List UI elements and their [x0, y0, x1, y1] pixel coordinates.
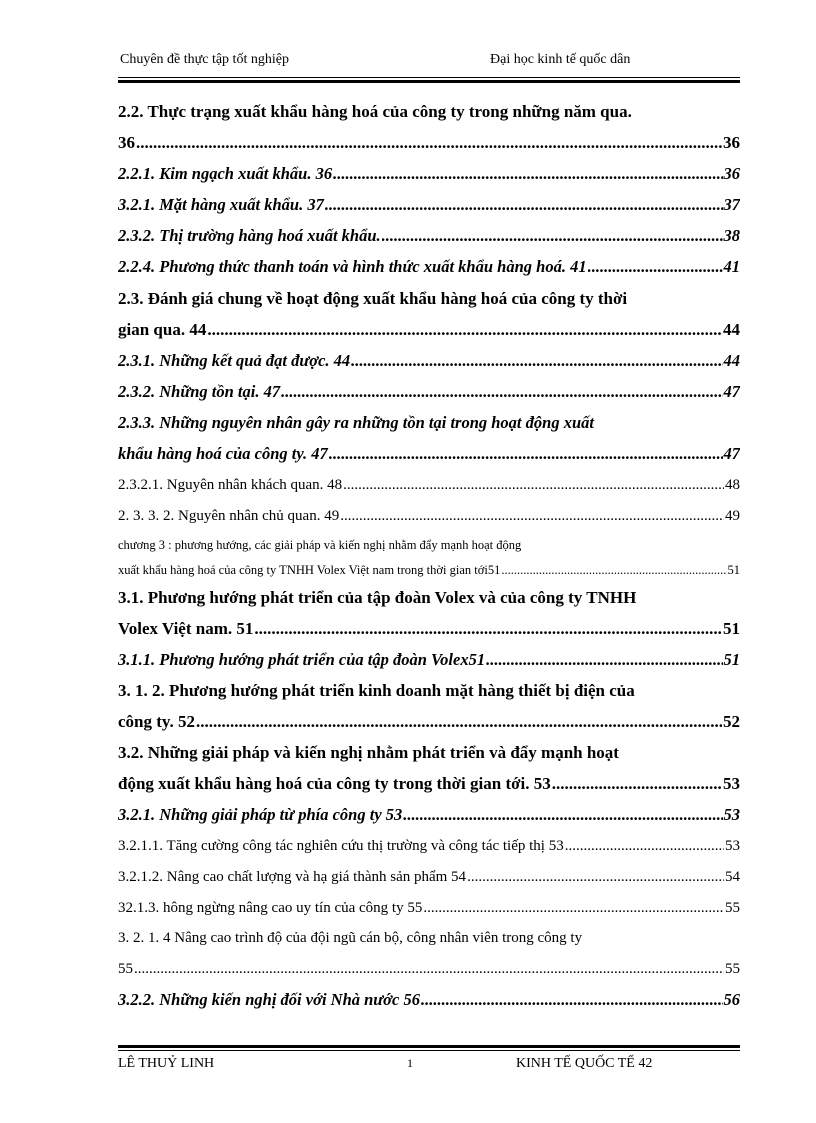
toc-line: [118, 413, 740, 433]
toc-entry-text: khẩu hàng hoá của công ty. 47: [118, 444, 328, 463]
toc-line[interactable]: [118, 444, 740, 464]
toc-leader-dots: [382, 226, 723, 246]
toc-page-number: 51: [723, 619, 740, 638]
toc-line[interactable]: [118, 961, 740, 978]
toc-leader-dots: [134, 961, 724, 978]
toc-leader-dots: [565, 838, 724, 855]
toc-leader-dots: [421, 990, 723, 1010]
toc-entry-text: 2.3.2. Thị trường hàng hoá xuất khẩu.: [118, 226, 381, 245]
toc-page-number: 55: [725, 961, 740, 977]
toc-line[interactable]: [118, 650, 740, 670]
toc-page-number: 51: [723, 650, 740, 669]
toc-page-number: 37: [723, 195, 740, 214]
toc-entry-text: 2. 3. 3. 2. Nguyên nhân chủ quan. 49: [118, 508, 340, 524]
footer-page-number: 1: [407, 1056, 413, 1070]
toc-leader-dots: [423, 900, 724, 917]
toc-leader-dots: [467, 869, 724, 886]
toc-leader-dots: [501, 563, 726, 578]
toc-entry-text: xuất khẩu hàng hoá của công ty TNHH Volex Việt nam trong thời gian tới51: [118, 563, 501, 577]
toc-entry-text: 2.3.1. Những kết quả đạt được. 44: [118, 351, 351, 370]
toc-line[interactable]: [118, 257, 740, 277]
toc-entry-text: 2.2.4. Phương thức thanh toán và hình thức xuất khẩu hàng hoá. 41: [118, 257, 587, 276]
toc-entry-text: 3.1.1. Phương hướng phát triển của tập đoàn Volex51: [118, 650, 486, 669]
toc-entry-text: 2.2.1. Kim ngạch xuất khẩu. 36: [118, 164, 333, 183]
toc-entry-text: 3. 1. 2. Phương hướng phát triển kinh doanh mặt hàng thiết bị điện của: [118, 681, 635, 700]
footer-author: LÊ THUỶ LINH: [118, 1056, 215, 1071]
toc-leader-dots: [403, 805, 722, 825]
toc-entry-text: 32.1.3. hông ngừng nâng cao uy tín của công ty 55: [118, 900, 423, 916]
toc-entry-text: 36: [118, 133, 135, 152]
toc-line[interactable]: [118, 838, 740, 855]
toc-page-number: 41: [723, 257, 740, 276]
toc-page-number: 53: [723, 774, 740, 793]
toc-line: [118, 102, 740, 122]
toc-entry-text: 3.2. Những giải pháp và kiến nghị nhằm phát triển và đẩy mạnh hoạt: [118, 743, 619, 762]
toc-leader-dots: [207, 320, 722, 340]
toc-entry-text: 2.2. Thực trạng xuất khẩu hàng hoá của công ty trong những năm qua.: [118, 102, 632, 121]
toc-entry-text: Volex Việt nam. 51: [118, 619, 254, 638]
header-rule-thick: [118, 80, 740, 83]
toc-page-number: 52: [723, 712, 740, 731]
toc-page-number: 38: [723, 226, 740, 245]
toc-line: [118, 289, 740, 309]
toc-entry-text: chương 3 : phương hướng, các giải pháp và kiến nghị nhằm đẩy mạnh hoạt động: [118, 538, 522, 552]
toc-page-number: 53: [723, 805, 740, 824]
toc-line[interactable]: [118, 869, 740, 886]
toc-line[interactable]: [118, 774, 740, 794]
toc-entry-text: 3.2.1.1. Tăng cường công tác nghiên cứu thị trường và công tác tiếp thị 53: [118, 838, 564, 854]
toc-line[interactable]: [118, 508, 740, 525]
toc-page-number: 36: [723, 164, 740, 183]
toc-line[interactable]: [118, 990, 740, 1010]
toc-entry-text: 2.3.2. Những tồn tại. 47: [118, 382, 281, 401]
toc-entry-text: 3.1. Phương hướng phát triển của tập đoàn Volex và của công ty TNHH: [118, 588, 637, 607]
toc-page-number: 55: [725, 900, 740, 916]
toc-leader-dots: [333, 164, 722, 184]
toc-entry-text: động xuất khẩu hàng hoá của công ty trong thời gian tới. 53: [118, 774, 551, 793]
toc-line: [118, 681, 740, 701]
toc-line: [118, 538, 740, 553]
toc-line[interactable]: [118, 619, 740, 639]
toc-line[interactable]: [118, 351, 740, 371]
toc-leader-dots: [343, 477, 724, 494]
toc-page-number: 54: [725, 869, 740, 885]
toc-page-number: 53: [725, 838, 740, 854]
toc-line[interactable]: [118, 164, 740, 184]
toc-line[interactable]: [118, 563, 740, 578]
toc-page-number: 36: [723, 133, 740, 152]
footer-rule-thin: [118, 1050, 740, 1051]
toc-page-number: 44: [723, 320, 740, 339]
toc-entry-text: 2.3.2.1. Nguyên nhân khách quan. 48: [118, 477, 343, 493]
toc-leader-dots: [552, 774, 722, 794]
toc-entry-text: 3. 2. 1. 4 Nâng cao trình độ của đội ngũ cán bộ, công nhân viên trong công ty: [118, 930, 583, 946]
toc-leader-dots: [136, 133, 722, 153]
toc-line[interactable]: [118, 320, 740, 340]
toc-page-number: 56: [723, 990, 740, 1009]
toc-leader-dots: [486, 650, 722, 670]
toc-page-number: 51: [727, 563, 740, 577]
toc-entry-text: gian qua. 44: [118, 320, 207, 339]
toc-entry-text: 3.2.1. Những giải pháp từ phía công ty 53: [118, 805, 403, 824]
toc-entry-text: 2.3. Đánh giá chung về hoạt động xuất khẩu hàng hoá của công ty thời: [118, 289, 628, 308]
toc-line[interactable]: [118, 712, 740, 732]
toc-page-number: 48: [725, 477, 740, 493]
toc-entry-text: 3.2.1.2. Nâng cao chất lượng và hạ giá thành sản phẩm 54: [118, 869, 467, 885]
toc-leader-dots: [325, 195, 723, 215]
toc-leader-dots: [196, 712, 722, 732]
toc-page-number: 47: [723, 382, 740, 401]
toc-line[interactable]: [118, 477, 740, 494]
toc-leader-dots: [351, 351, 722, 371]
toc-leader-dots: [329, 444, 723, 464]
header-rule-thin: [118, 77, 740, 78]
toc-line[interactable]: [118, 226, 740, 246]
toc-line: [118, 588, 740, 608]
toc-page-number: 47: [723, 444, 740, 463]
toc-page-number: 44: [723, 351, 740, 370]
toc-line[interactable]: [118, 805, 740, 825]
toc-entry-text: 2.3.3. Những nguyên nhân gây ra những tồn tại trong hoạt động xuất: [118, 413, 594, 432]
toc-line: [118, 930, 740, 947]
toc-entry-text: 3.2.1. Mặt hàng xuất khẩu. 37: [118, 195, 324, 214]
toc-leader-dots: [281, 382, 722, 402]
footer-department: KINH TẾ QUỐC TẾ 42: [516, 1056, 653, 1071]
toc-line[interactable]: [118, 900, 740, 917]
toc-entry-text: 55: [118, 961, 133, 977]
toc-leader-dots: [340, 508, 724, 525]
toc-entry-text: công ty. 52: [118, 712, 195, 731]
header-right-text: Đại học kinh tế quốc dân: [490, 52, 631, 67]
toc-leader-dots: [588, 257, 723, 277]
toc-page-number: 49: [725, 508, 740, 524]
header-left-text: Chuyên đề thực tập tốt nghiệp: [120, 52, 289, 67]
toc-entry-text: 3.2.2. Những kiến nghị đối với Nhà nước 56: [118, 990, 420, 1009]
toc-line[interactable]: [118, 133, 740, 153]
toc-line[interactable]: [118, 382, 740, 402]
toc-leader-dots: [254, 619, 722, 639]
toc-line[interactable]: [118, 195, 740, 215]
toc-line: [118, 743, 740, 763]
footer-rule-thick: [118, 1045, 740, 1048]
